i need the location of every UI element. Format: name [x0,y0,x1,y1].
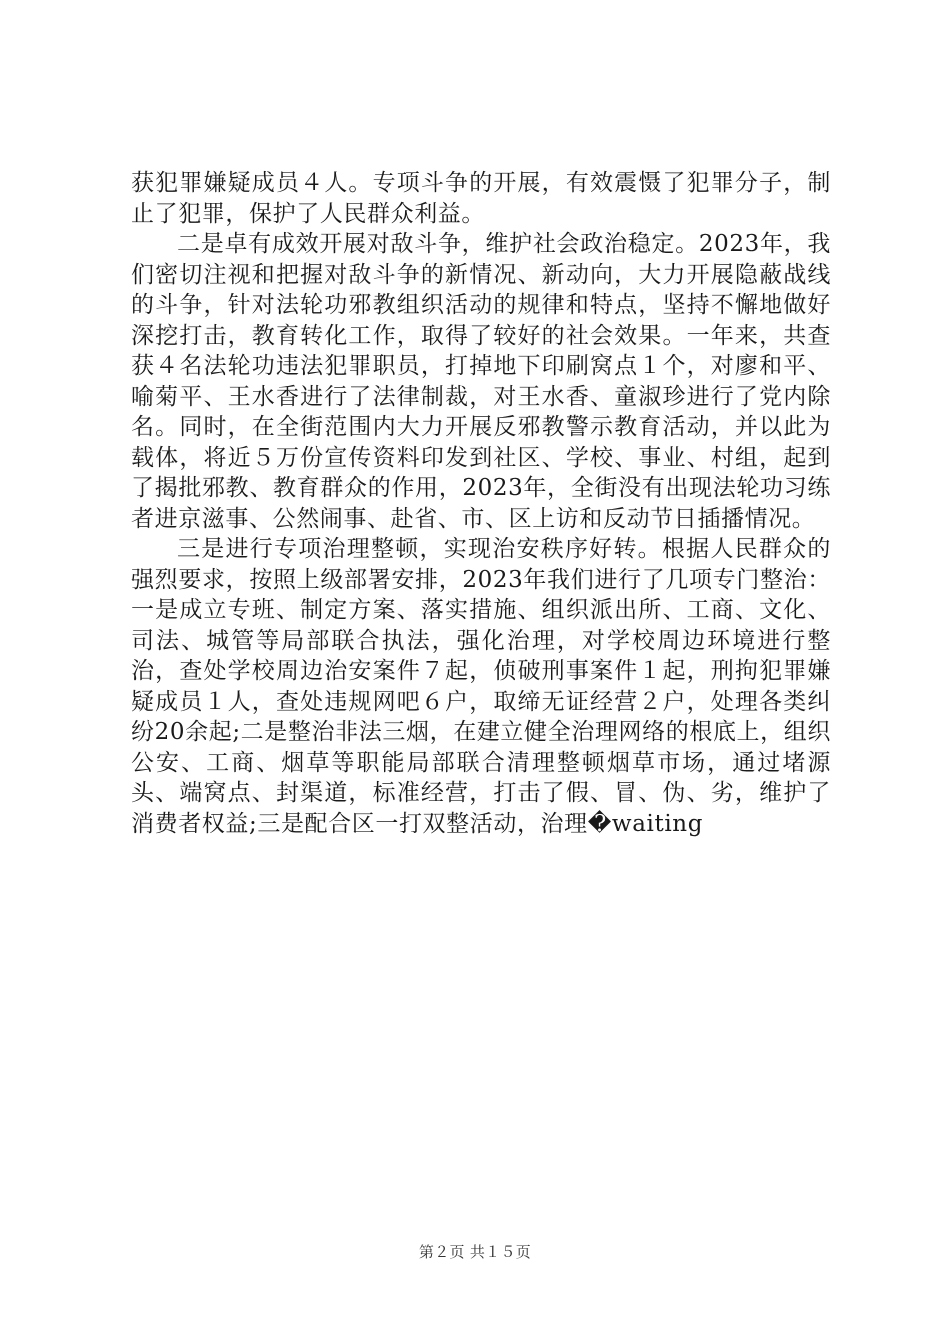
paragraph-continuation: 获犯罪嫌疑成员４人。专项斗争的开展，有效震慑了犯罪分子，制止了犯罪，保护了人民群众利益。 [131,170,831,227]
paragraph-special-rectification: 三是进行专项治理整顿，实现治安秩序好转。根据人民群众的强烈要求，按照上级部署安排，2023年我们进行了几项专门整治：一是成立专班、制定方案、落实措施、组织派出所、工商、文化、司法、城管等局部联合执法，强化治理，对学校周边环境进行整治，查处学校周边治安案件７起，侦破刑事案件１起，刑拘犯罪嫌疑成员１人，查处违规网吧６户，取缔无证经营２户，处理各类纠纷20余起;二是整治非法三烟，在建立健全治理网络的根底上，组织公安、工商、烟草等职能局部联合清理整顿烟草市场，通过堵源头、端窝点、封渠道，标准经营，打击了假、冒、伪、劣，维护了消费者权益;三是配合区一打双整活动，治理�waiting [131,536,831,837]
document-body [131,168,831,839]
page-number-footer: 第２页 共１５页 [418,1243,532,1261]
paragraph-anti-enemy-struggle: 二是卓有成效开展对敌斗争，维护社会政治稳定。2023年，我们密切注视和把握对敌斗争的新情况、新动向，大力开展隐蔽战线的斗争，针对法轮功邪教组织活动的规律和特点，坚持不懈地做好深挖打击，教育转化工作，取得了较好的社会效果。一年来，共查获４名法轮功违法犯罪职员，打掉地下印刷窝点１个，对廖和平、喻菊平、王水香进行了法律制裁，对王水香、童淑珍进行了党内除名。同时，在全街范围内大力开展反邪教警示教育活动，并以此为载体，将近５万份宣传资料印发到社区、学校、事业、村组，起到了揭批邪教、教育群众的作用，2023年，全街没有出现法轮功习练者进京滋事、公然闹事、赴省、市、区上访和反动节日插播情况。 [131,231,831,532]
